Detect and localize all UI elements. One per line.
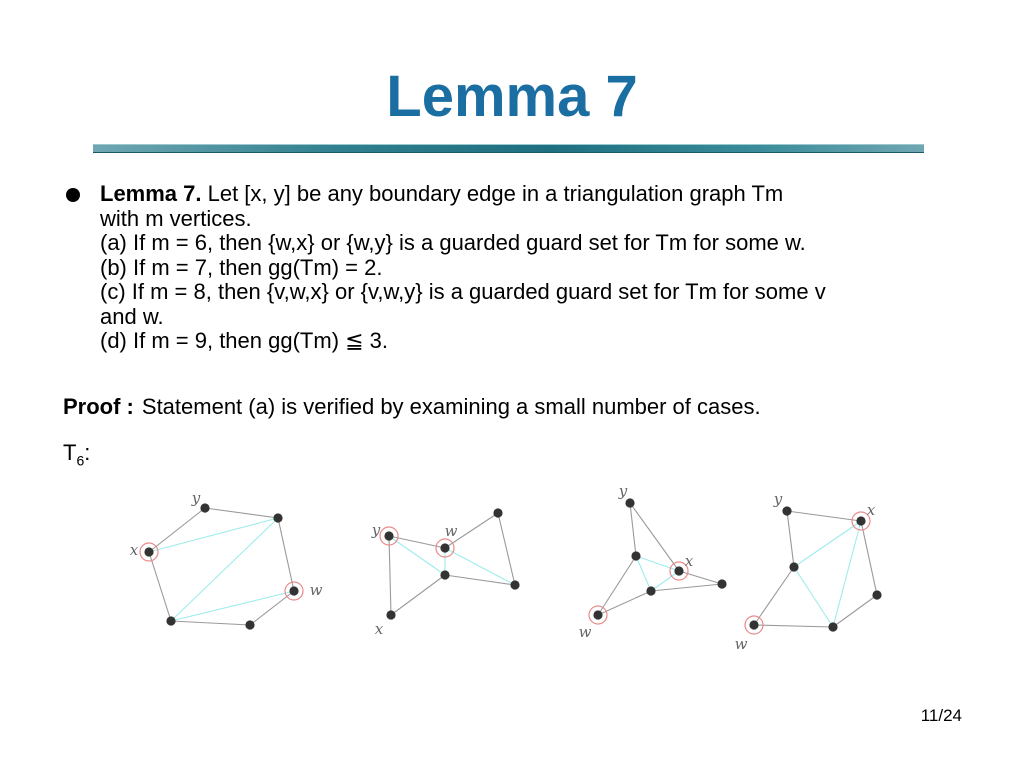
vertex-label: w <box>444 522 458 540</box>
boundary-edge <box>754 625 833 627</box>
graph-vertex <box>245 620 254 629</box>
vertex-label: x <box>684 552 694 570</box>
diagonal-edge <box>149 518 278 552</box>
triangulation-graph-3 <box>579 482 727 641</box>
boundary-edge <box>389 536 391 615</box>
vertex-label: y <box>773 490 783 508</box>
graph-vertex <box>789 562 798 571</box>
graph-vertex <box>273 513 282 522</box>
boundary-edge <box>391 575 445 615</box>
boundary-edge <box>630 503 679 571</box>
vertex-label: x <box>374 620 384 638</box>
triangulation-graph-4 <box>735 490 882 653</box>
graph-vertex <box>493 508 502 517</box>
lemma-heading: Lemma 7. <box>100 181 202 206</box>
graph-vertex <box>166 616 175 625</box>
vertex-label: w <box>734 635 748 653</box>
vertex-label: w <box>309 581 323 599</box>
lemma-line-2: with m vertices. <box>100 205 252 231</box>
graph-vertex <box>440 543 449 552</box>
lemma-case-a: (a) If m = 6, then {w,x} or {w,y} is a guarded guard set for Tm for some w. <box>100 230 806 255</box>
graph-vertex <box>200 503 209 512</box>
triangulation-graph-2 <box>371 508 520 638</box>
boundary-edge <box>498 513 515 585</box>
boundary-edge <box>754 567 794 625</box>
lemma-case-c: (c) If m = 8, then {v,w,x} or {v,w,y} is a guarded guard set for Tm for some v <box>100 279 826 304</box>
vertex-label: y <box>191 489 201 507</box>
boundary-edge <box>149 552 171 621</box>
diagonal-edge <box>636 556 651 591</box>
boundary-edge <box>833 595 877 627</box>
graph-vertex <box>384 531 393 540</box>
triangulation-graph-1 <box>130 489 323 630</box>
vertex-label: w <box>578 623 592 641</box>
vertex-label: x <box>866 501 876 519</box>
boundary-edge <box>651 584 722 591</box>
diagonal-edge <box>171 518 278 621</box>
graph-vertex <box>631 551 640 560</box>
graph-vertex <box>440 570 449 579</box>
proof-label: Proof : <box>63 394 134 419</box>
graph-vertex <box>717 579 726 588</box>
boundary-edge <box>149 508 205 552</box>
t6-suffix: : <box>84 440 91 465</box>
graph-vertex <box>749 620 758 629</box>
diagonal-edge <box>794 567 833 627</box>
boundary-edge <box>171 621 250 625</box>
diagonal-edge <box>651 571 679 591</box>
page-number: 11/24 <box>920 706 962 725</box>
graph-vertex <box>289 586 298 595</box>
boundary-edge <box>787 511 794 567</box>
graph-vertex <box>674 566 683 575</box>
graph-vertex <box>593 610 602 619</box>
vertex-label: x <box>129 541 139 559</box>
graph-vertex <box>646 586 655 595</box>
lemma-case-d: (d) If m = 9, then gg(Tm) ≦ 3. <box>100 328 389 353</box>
graph-vertex <box>144 547 153 556</box>
lemma-case-c-continued: and w. <box>100 303 164 329</box>
t6-subscript: 6 <box>76 452 85 469</box>
diagonal-edge <box>171 591 294 621</box>
boundary-edge <box>787 511 861 521</box>
lemma-case-b: (b) If m = 7, then gg(Tm) = 2. <box>100 254 383 280</box>
graph-vertex <box>872 590 881 599</box>
graph-vertex <box>856 516 865 525</box>
diagonal-edge <box>636 556 679 571</box>
vertex-label: y <box>618 482 628 500</box>
graph-vertex <box>828 622 837 631</box>
graph-vertex <box>386 610 395 619</box>
vertex-label: y <box>371 521 381 539</box>
boundary-edge <box>278 518 294 591</box>
graph-vertex <box>510 580 519 589</box>
proof-text: Statement (a) is verified by examining a small number of cases. <box>141 394 761 419</box>
boundary-edge <box>205 508 278 518</box>
slide-title: Lemma 7 <box>386 64 638 129</box>
graph-vertex <box>782 506 791 515</box>
t6-base: T <box>63 440 77 465</box>
lemma-intro: Let [x, y] be any boundary edge in a triangulation graph Tm <box>201 181 784 206</box>
boundary-edge <box>861 521 877 595</box>
